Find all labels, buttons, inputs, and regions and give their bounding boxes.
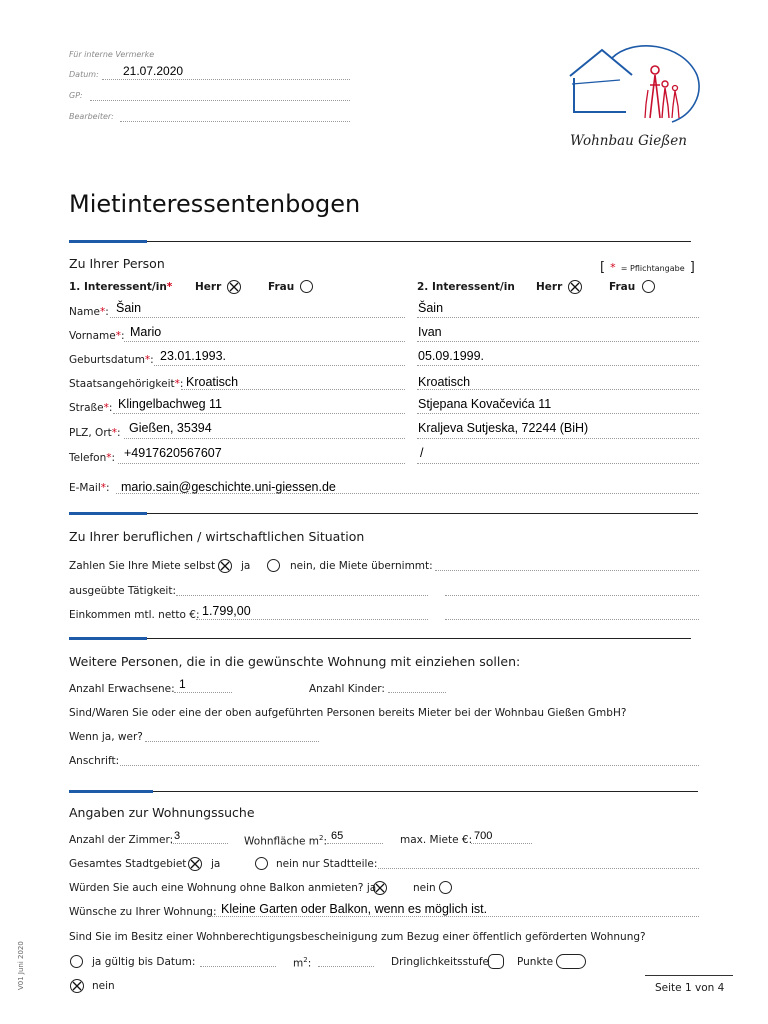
internal-heading: Für interne Vermerke [69, 50, 155, 59]
flaeche-label: Wohnfläche $m^2$: [244, 834, 328, 848]
wenn-ja-line[interactable] [145, 741, 319, 742]
telefon1-value[interactable]: +4917620567607 [124, 446, 222, 460]
balkon-question: Würden Sie auch eine Wohnung ohne Balkon anmieten? ja [69, 882, 377, 894]
beruf-rule [69, 513, 698, 514]
balkon-nein-checkbox[interactable] [439, 881, 452, 894]
miete-ja-checkbox[interactable] [218, 559, 232, 573]
anschrift-line[interactable] [120, 765, 699, 766]
title-accent [69, 240, 147, 243]
balkon-nein-label: nein [413, 882, 436, 894]
name1-line [110, 317, 405, 318]
stadtteile-checkbox[interactable] [255, 857, 268, 870]
max-miete-line [471, 843, 532, 844]
name2-line [417, 317, 699, 318]
stadtteile-line[interactable] [378, 868, 699, 869]
email-value[interactable]: mario.sain@geschichte.uni-giessen.de [121, 480, 336, 494]
bearbeiter-label: Bearbeiter: [69, 112, 114, 121]
stadtteile-label: nein nur Stadtteile: [276, 858, 378, 870]
geburtsdatum1-line [154, 365, 405, 366]
strasse1-line [113, 413, 405, 414]
wbs-m2-line[interactable] [318, 966, 374, 967]
pflicht-legend: [ * = Pflichtangabe ] [600, 260, 695, 275]
frau1-label: Frau [268, 281, 295, 293]
weitere-rule [69, 638, 691, 639]
section-beruf-heading: Zu Ihrer beruflichen / wirtschaftlichen Situation [69, 529, 365, 544]
erwachsene-label: Anzahl Erwachsene: [69, 683, 175, 695]
wbs-nein-label: nein [92, 980, 115, 992]
taetigkeit-label: ausgeübte Tätigkeit: [69, 585, 176, 597]
cross-mark-icon [189, 858, 201, 870]
miete-nein-label: nein, die Miete übernimmt: [290, 560, 433, 572]
wbs-nein-checkbox[interactable] [70, 979, 84, 993]
suche-rule [69, 791, 698, 792]
vorname1-value[interactable]: Mario [130, 325, 162, 339]
datum-line [102, 79, 350, 80]
wbs-m2-label: $m^2$: [293, 956, 312, 970]
interessent1-label: 1. Interessent/in* [69, 281, 173, 293]
vorname2-line [417, 341, 699, 342]
datum-value[interactable]: 21.07.2020 [123, 64, 184, 78]
zimmer-value[interactable]: 3 [174, 830, 181, 842]
vorname-label: Vorname*: [69, 330, 125, 342]
herr2-label: Herr [536, 281, 563, 293]
geburtsdatum-label: Geburtsdatum*: [69, 354, 154, 366]
cross-mark-icon [569, 281, 581, 293]
weitere-accent [69, 637, 147, 640]
staat2-line [417, 389, 699, 390]
taetigkeit1-line[interactable] [176, 595, 428, 596]
staat1-value[interactable]: Kroatisch [186, 375, 239, 389]
beruf-accent [69, 512, 147, 515]
geburtsdatum2-line [417, 365, 699, 366]
wuensche-label: Wünsche zu Ihrer Wohnung: [69, 906, 217, 918]
flaeche-value[interactable]: 65 [331, 830, 344, 842]
wuensche-line [212, 916, 699, 917]
strasse1-value[interactable]: Klingelbachweg 11 [118, 397, 223, 411]
telefon2-line [417, 463, 699, 464]
stadtgebiet-ja-label: ja [211, 858, 221, 870]
max-miete-label: max. Miete €: [400, 834, 473, 846]
frau1-checkbox[interactable] [300, 280, 313, 293]
herr1-label: Herr [195, 281, 222, 293]
vorname1-line [124, 341, 405, 342]
anschrift-label: Anschrift: [69, 755, 120, 767]
strasse2-value[interactable]: Stjepana Kovačevića 11 [418, 397, 552, 411]
punkte-box[interactable] [556, 954, 586, 969]
stadtgebiet-ja-checkbox[interactable] [188, 857, 202, 871]
page-number: Seite 1 von 4 [655, 982, 725, 994]
mieter-question: Sind/Waren Sie oder eine der oben aufgeführten Personen bereits Mieter bei der Wohnbau Gießen GmbH? [69, 707, 627, 719]
zimmer-line [171, 843, 228, 844]
version-label: V01 Juni 2020 [17, 941, 25, 990]
plz2-line [417, 438, 699, 439]
logo [562, 40, 702, 152]
plz-label: PLZ, Ort*: [69, 427, 121, 439]
erwachsene-value[interactable]: 1 [179, 677, 186, 691]
herr1-checkbox[interactable] [227, 280, 241, 294]
frau2-label: Frau [609, 281, 636, 293]
stadtgebiet-label: Gesamtes Stadtgebiet [69, 858, 187, 870]
frau2-checkbox[interactable] [642, 280, 655, 293]
wbs-gueltig-label: ja gültig bis Datum: [92, 956, 196, 968]
title-rule [69, 241, 691, 242]
section-suche-heading: Angaben zur Wohnungssuche [69, 805, 255, 820]
einkommen-value[interactable]: 1.799,00 [202, 604, 251, 618]
geburtsdatum2-value[interactable]: 05.09.1999. [418, 349, 485, 363]
balkon-ja-checkbox[interactable] [373, 881, 387, 895]
plz2-value[interactable]: Kraljeva Sutjeska, 72244 (BiH) [418, 421, 589, 435]
einkommen-label: Einkommen mtl. netto €: [69, 609, 200, 621]
miete-uebernimmt-line[interactable] [435, 570, 699, 571]
max-miete-value[interactable]: 700 [474, 830, 493, 842]
cross-mark-icon [219, 560, 231, 572]
dringlichkeit-label: Dringlichkeitsstufe [391, 956, 489, 968]
gueltig-line[interactable] [200, 966, 276, 967]
bearbeiter-line[interactable] [120, 121, 350, 122]
herr2-checkbox[interactable] [568, 280, 582, 294]
section-weitere-heading: Weitere Personen, die in die gewünschte Wohnung mit einziehen sollen: [69, 654, 521, 669]
cross-mark-icon [71, 980, 83, 992]
telefon1-line [118, 463, 405, 464]
miete-question: Zahlen Sie Ihre Miete selbst [69, 560, 216, 572]
miete-nein-checkbox[interactable] [267, 559, 280, 572]
telefon2-value[interactable]: / [420, 446, 424, 460]
wbs-ja-checkbox[interactable] [70, 955, 83, 968]
vorname2-value[interactable]: Ivan [418, 325, 442, 339]
telefon-label: Telefon*: [69, 452, 116, 464]
wbs-question: Sind Sie im Besitz einer Wohnberechtigungsbescheinigung zum Bezug einer öffentlich geförderten Wohnung? [69, 931, 646, 943]
taetigkeit2-line[interactable] [445, 595, 699, 596]
flaeche-line [327, 843, 383, 844]
plz1-value[interactable]: Gießen, 35394 [129, 421, 212, 435]
strasse2-line [417, 413, 699, 414]
kinder-label: Anzahl Kinder: [309, 683, 385, 695]
kinder-line[interactable] [388, 692, 446, 693]
gp-line[interactable] [90, 100, 350, 101]
staat2-value[interactable]: Kroatisch [418, 375, 471, 389]
dringlichkeit-box[interactable] [488, 954, 504, 969]
plz1-line [124, 438, 405, 439]
suche-accent [69, 790, 153, 793]
cross-mark-icon [228, 281, 240, 293]
zimmer-label: Anzahl der Zimmer: [69, 834, 174, 846]
wuensche-value[interactable]: Kleine Garten oder Balkon, wenn es möglich ist. [221, 902, 488, 916]
interessent2-label: 2. Interessent/in [417, 281, 515, 293]
staat1-line [181, 389, 405, 390]
name1-value[interactable]: Šain [116, 301, 142, 315]
erwachsene-line [174, 692, 232, 693]
section-person-heading: Zu Ihrer Person [69, 256, 165, 271]
punkte-label: Punkte [517, 956, 554, 968]
staat-label: Staatsangehörigkeit*: [69, 378, 184, 390]
footer-rule [645, 975, 733, 976]
wenn-ja-label: Wenn ja, wer? [69, 731, 143, 743]
datum-label: Datum: [69, 70, 99, 79]
gp-label: GP: [69, 91, 83, 100]
name2-value[interactable]: Šain [418, 301, 444, 315]
logo-text: Wohnbau Gießen [570, 133, 687, 149]
cross-mark-icon [374, 882, 386, 894]
einkommen2-line[interactable] [445, 619, 699, 620]
page-title: Mietinteressentenbogen [69, 190, 361, 218]
miete-ja-label: ja [241, 560, 251, 572]
einkommen1-line [196, 619, 428, 620]
name-label: Name*: [69, 306, 109, 318]
strasse-label: Straße*: [69, 402, 113, 414]
geburtsdatum1-value[interactable]: 23.01.1993. [160, 349, 227, 363]
email-label: E-Mail*: [69, 482, 110, 494]
